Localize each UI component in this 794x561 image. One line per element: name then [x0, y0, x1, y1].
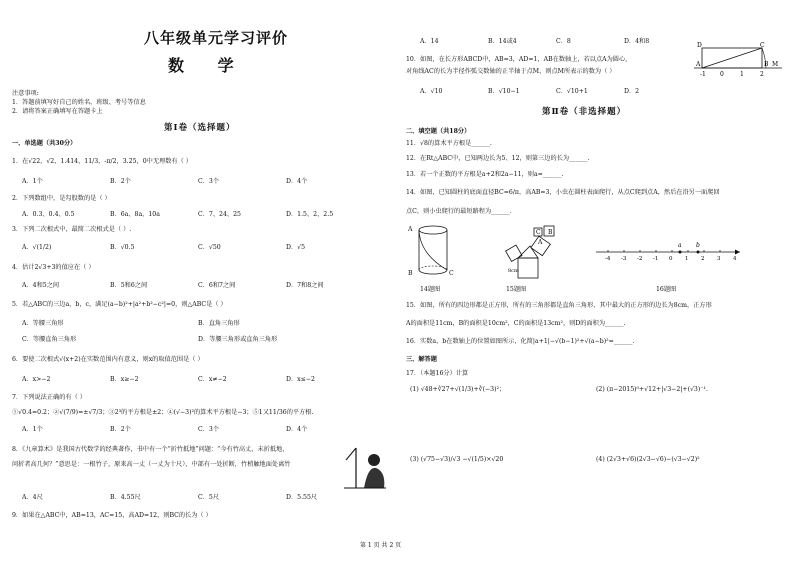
option-c: C．√10+1 — [556, 88, 588, 95]
option-d: D．4个 — [286, 426, 308, 433]
section-title: 三、解答题 — [406, 356, 437, 363]
option-a: A．1个 — [22, 426, 43, 433]
fig14-label-a: A — [408, 226, 413, 233]
question-2: 2．下列数组中，是勾股数的是（ ） — [12, 195, 111, 202]
fig15-label-a: A — [538, 239, 543, 246]
option-a: A．1个 — [22, 178, 43, 185]
option-d: D．x≤−2 — [286, 376, 315, 383]
question-10-line: 对角线AC的长为半径作弧交数轴的正半轴于点M，则点M所表示的数为（ ） — [406, 68, 616, 75]
notice-title: 注意事项: — [12, 90, 39, 97]
fig14-label-b: B — [408, 270, 413, 277]
calc-item-2: (2) (π−2015)⁰+√12+|√3−2|+(√3)⁻¹. — [596, 386, 708, 393]
tick-label: 4 — [733, 256, 737, 262]
page-footer: 第 1 页 共 2 页 — [360, 542, 402, 549]
section-title: 二、填空题（共18分） — [406, 128, 471, 135]
notice-item: 2．请将答案正确填写在答题卡上 — [12, 108, 103, 115]
question-7: 7．下列说法正确的有（ ） — [12, 394, 86, 401]
tick-label: 0 — [720, 71, 724, 78]
fig15-label-c: C — [536, 229, 541, 236]
label-c: C — [760, 42, 765, 49]
tick-label: 0 — [669, 256, 673, 262]
question-3: 3．下列二次根式中，最简二次根式是（ ）. — [12, 226, 132, 233]
label-m: M — [772, 61, 779, 68]
tick-label: -2 — [637, 256, 643, 262]
tick-label: -1 — [653, 256, 659, 262]
option-c: C．5尺 — [198, 494, 220, 501]
option-a: A．等腰三角形 — [22, 320, 64, 327]
part2-title: 第Ⅱ卷（非选择题） — [542, 107, 627, 117]
fig15-label-b: B — [548, 229, 553, 236]
label-d: D — [697, 42, 702, 49]
tick-label: 2 — [760, 71, 764, 78]
figure-caption-16: 16题图 — [656, 286, 677, 293]
fig14-label-c: C — [449, 270, 454, 277]
rectangle-number-line-figure — [694, 42, 784, 82]
fig15-side-label: 8cm — [508, 268, 519, 274]
option-d: D．4和8 — [624, 38, 650, 45]
option-b: B．直角三角形 — [198, 320, 240, 327]
tick-label: 2 — [701, 256, 705, 262]
point-a-label: a — [678, 242, 682, 249]
question-11: 11．√8的算术平方根是______. — [406, 140, 492, 147]
option-a: A．14 — [420, 38, 439, 45]
option-d: D．7和8之间 — [286, 282, 324, 289]
question-15: 15．如图，所有的四边形都是正方形，所有的三角形都是直角三角形，其中最大的正方形的边长为8cm，正方形 — [406, 302, 712, 309]
option-a: A．√10 — [420, 88, 443, 95]
tick-label: -3 — [621, 256, 627, 262]
notice-item: 1．答题前填写好自己的姓名、班级、考号等信息 — [12, 99, 146, 106]
option-d: D．等腰三角形或直角三角形 — [198, 336, 278, 343]
option-c: C．6和7之间 — [198, 282, 236, 289]
part1-title: 第Ⅰ卷（选择题） — [164, 123, 236, 133]
question-14-line: 点C，则小虫爬行的最短路程为______. — [406, 208, 512, 215]
question-8: 8．《九章算术》是我国古代数学的经典著作，书中有一个“折竹抵地”问题：“今有竹高丈，末折抵地， — [12, 446, 289, 453]
option-b: B．√10−1 — [488, 88, 520, 95]
question-4: 4．估计2√3+3的值应在（ ） — [12, 264, 95, 271]
option-a: A．4尺 — [22, 494, 43, 501]
tick-label: -4 — [605, 256, 611, 262]
subject-title: 数 学 — [168, 56, 248, 75]
option-c: C．3个 — [198, 178, 220, 185]
question-17: 17．（本题16分）计算 — [406, 370, 469, 377]
bamboo-figure — [342, 440, 388, 490]
figure-caption-15: 15题图 — [506, 286, 527, 293]
figure-caption-14: 14题图 — [420, 286, 441, 293]
point-b-label: b — [696, 242, 700, 249]
question-8-line: 问折者高几何？”意思是：一根竹子，原来高一丈（一丈为十尺），中部有一处折断，竹梢触地面处离竹 — [12, 461, 291, 468]
option-b: B．4.55尺 — [110, 494, 141, 501]
question-16: 16．实数a，b在数轴上的位置如图所示，化简|a+1|−√(b−1)²+√(a−b)²=______. — [406, 338, 635, 345]
question-14: 14．如图，已知圆柱的底面直径BC=6/π，高AB=3，小虫在圆柱表面爬行，从点C爬到点A，然后在沿另一面爬回 — [406, 189, 720, 196]
tick-label: 3 — [717, 256, 721, 262]
option-b: B．√0.5 — [110, 244, 135, 251]
question-7-statements: ①√0.4=0.2；②√(7/9)=±√7/3；③2³的平方根是±2；④(√−3)²的算术平方根是−3；⑤1又11/36的平方根. — [12, 409, 314, 416]
section-title: 一、单选题（共30分） — [12, 140, 77, 147]
tick-label: 1 — [685, 256, 689, 262]
option-d: D．4个 — [286, 178, 308, 185]
option-d: D．√5 — [286, 244, 306, 251]
number-line-figure — [594, 240, 744, 262]
tick-label: -1 — [700, 71, 706, 78]
question-5: 5．若△ABC的三边a，b，c，满足(a−b)²+|a²+b²−c²|=0，则△ABC是（ ） — [12, 301, 227, 308]
option-b: B．14或4 — [488, 38, 517, 45]
question-10: 10．如图，在长方形ABCD中，AB=3，AD=1，AB在数轴上，若以点A为圆心， — [406, 56, 632, 63]
option-b: B．6a、8a、10a — [110, 211, 160, 218]
option-d: D．1.5、2、2.5 — [286, 211, 334, 218]
option-a: A．√(1/2) — [22, 244, 52, 251]
option-b: B．5和6之间 — [110, 282, 148, 289]
question-15-line: A的面积是11cm，B的面积是10cm²，C的面积是13cm²，则D的面积为______. — [406, 320, 626, 327]
question-12: 12．在Rt△ABC中，已知两边长为5、12，则第三边的长为______. — [406, 155, 590, 162]
pythagoras-squares-figure — [504, 224, 566, 282]
calc-item-3: (3) (√75−√3)/√3 −√(1/5)×√20 — [410, 456, 504, 463]
label-b: B — [764, 61, 769, 68]
option-d: D．2 — [624, 88, 640, 95]
calc-item-1: (1) √48+∛27+√(1/3)+∛(−3)²； — [410, 386, 506, 393]
option-c: C．3个 — [198, 426, 220, 433]
option-a: A．x>−2 — [22, 376, 51, 383]
tick-label: 1 — [740, 71, 744, 78]
label-a: A — [696, 61, 701, 68]
cylinder-figure — [416, 224, 450, 278]
question-13: 13．若一个正数的平方根是a+2和2a−11，则a=______. — [406, 171, 564, 178]
option-a: A．4和5之间 — [22, 282, 60, 289]
calc-item-4: (4) (2√3+√6)(2√3−√6)−(√3−√2)² — [596, 456, 700, 463]
option-b: B．2个 — [110, 178, 131, 185]
option-d: D．5.55尺 — [286, 494, 318, 501]
option-b: B．2个 — [110, 426, 131, 433]
option-b: B．x≥−2 — [110, 376, 139, 383]
option-c: C．7、24、25 — [198, 211, 241, 218]
exam-title: 八年级单元学习评价 — [144, 29, 289, 47]
question-9: 9．如果在△ABC中，AB=13，AC=15，高AD=12，则BC的长为（ ） — [12, 512, 212, 519]
option-c: C．8 — [556, 38, 571, 45]
option-c: C．等腰直角三角形 — [22, 336, 77, 343]
question-6: 6．要使二次根式√(x+2)在实数范围内有意义，则x的取值范围是（ ） — [12, 356, 204, 363]
option-c: C．x≠−2 — [198, 376, 227, 383]
option-a: A．0.3、0.4、0.5 — [22, 211, 75, 218]
question-1: 1．在√22，√2，1.414，11/3，-π/2，3.2̇5，0中无理数有（ ） — [12, 158, 192, 165]
option-c: C．√50 — [198, 244, 221, 251]
